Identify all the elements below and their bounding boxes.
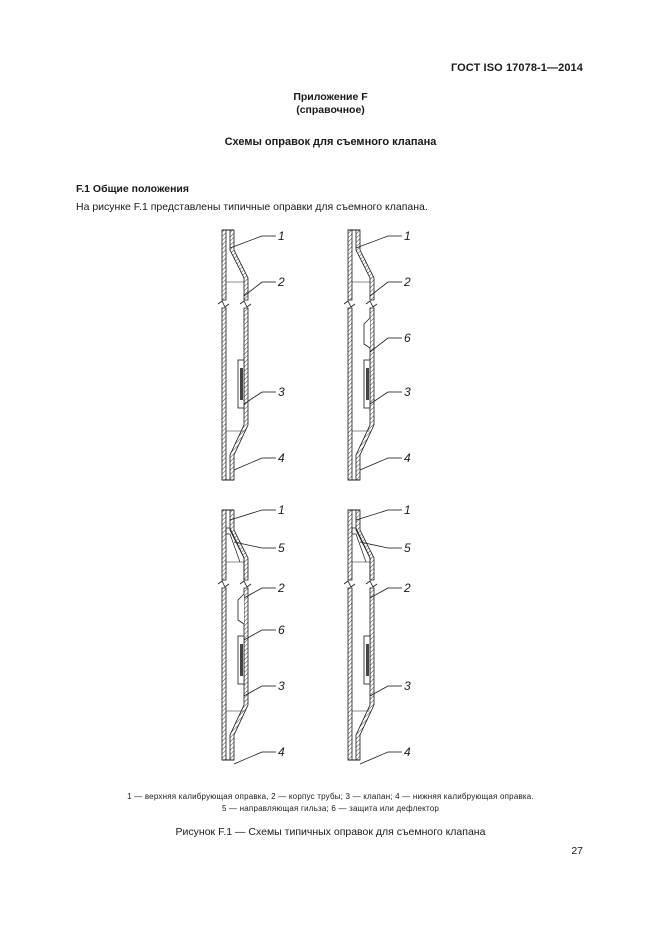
callout-tl-1: 1 [278, 229, 285, 243]
left-wall-upper [348, 230, 352, 300]
valve-core [240, 368, 243, 400]
callout-tr-4-leader [360, 458, 388, 470]
callout-tl-4: 4 [278, 451, 285, 465]
page-number: 27 [571, 845, 583, 857]
callout-tr-3: 3 [404, 385, 411, 399]
callout-tl-2: 2 [278, 275, 285, 289]
mandrel-bottom-right [344, 510, 377, 760]
callout-bl-2: 2 [278, 581, 285, 595]
callout-br-4: 4 [404, 745, 411, 759]
left-wall-lower [222, 308, 226, 480]
legend-line-2: 5 — направляющая гильза; 6 — защита или дефлектор [221, 804, 440, 813]
break-left [344, 301, 355, 307]
callout-br-1: 1 [404, 503, 411, 517]
left-wall-lower [222, 588, 226, 760]
callout-br-4-leader [360, 752, 388, 764]
valve-core [366, 368, 369, 400]
figure-caption: Рисунок F.1 — Схемы типичных оправок для съемного клапана [175, 826, 486, 838]
break-right [240, 581, 251, 587]
break-left [344, 581, 355, 587]
callout-bl-4-leader [234, 752, 262, 764]
section-heading: F.1 Общие положения [76, 183, 190, 195]
callout-tl-3: 3 [278, 385, 285, 399]
callout-tr-4: 4 [404, 451, 411, 465]
callout-br-5: 5 [404, 541, 411, 555]
valve-core [366, 644, 369, 676]
callout-bl-1-leader [230, 510, 262, 520]
page-title: Схемы оправок для съемного клапана [224, 136, 437, 148]
appendix-note: (справочное) [296, 104, 365, 116]
right-wall-upper [356, 510, 374, 580]
callout-bl-3: 3 [278, 679, 285, 693]
standard-code: ГОСТ ISO 17078-1—2014 [450, 62, 583, 74]
callout-tr-1-leader [356, 236, 388, 248]
callout-tr-6: 6 [404, 331, 411, 345]
right-wall-upper [356, 230, 374, 300]
callout-tl-4-leader [234, 458, 262, 470]
callout-br-3: 3 [404, 679, 411, 693]
section-paragraph: На рисунке F.1 представлены типичные оправки для съемного клапана. [76, 201, 428, 213]
callout-br-1-leader [356, 510, 388, 520]
break-right [366, 581, 377, 587]
break-left [218, 301, 229, 307]
deflector [364, 318, 370, 348]
mandrel-top-right [344, 230, 377, 480]
mandrel-bottom-left [218, 510, 251, 760]
callout-bl-5: 5 [278, 541, 285, 555]
left-wall-upper [222, 510, 226, 580]
callout-bl-6: 6 [278, 623, 285, 637]
callout-tl-1-leader [230, 236, 262, 248]
left-wall-lower [348, 308, 352, 480]
left-wall-lower [348, 588, 352, 760]
deflector [238, 594, 244, 624]
callout-tr-1: 1 [404, 229, 411, 243]
mandrel-top-left [218, 230, 251, 480]
callout-br-2: 2 [404, 581, 411, 595]
callout-tr-2: 2 [404, 275, 411, 289]
right-wall-upper [230, 510, 248, 580]
break-right [240, 301, 251, 307]
right-wall-upper [230, 230, 248, 300]
callout-bl-4: 4 [278, 745, 285, 759]
valve-core [240, 644, 243, 676]
legend-line-1: 1 — верхняя калибрующая оправка, 2 — корпус трубы; 3 — клапан; 4 — нижняя калибрующая оправка. [127, 792, 534, 801]
left-wall-upper [222, 230, 226, 300]
left-wall-upper [348, 510, 352, 580]
callout-bl-1: 1 [278, 503, 285, 517]
break-right [366, 301, 377, 307]
break-left [218, 581, 229, 587]
appendix-title: Приложение F [293, 91, 368, 103]
